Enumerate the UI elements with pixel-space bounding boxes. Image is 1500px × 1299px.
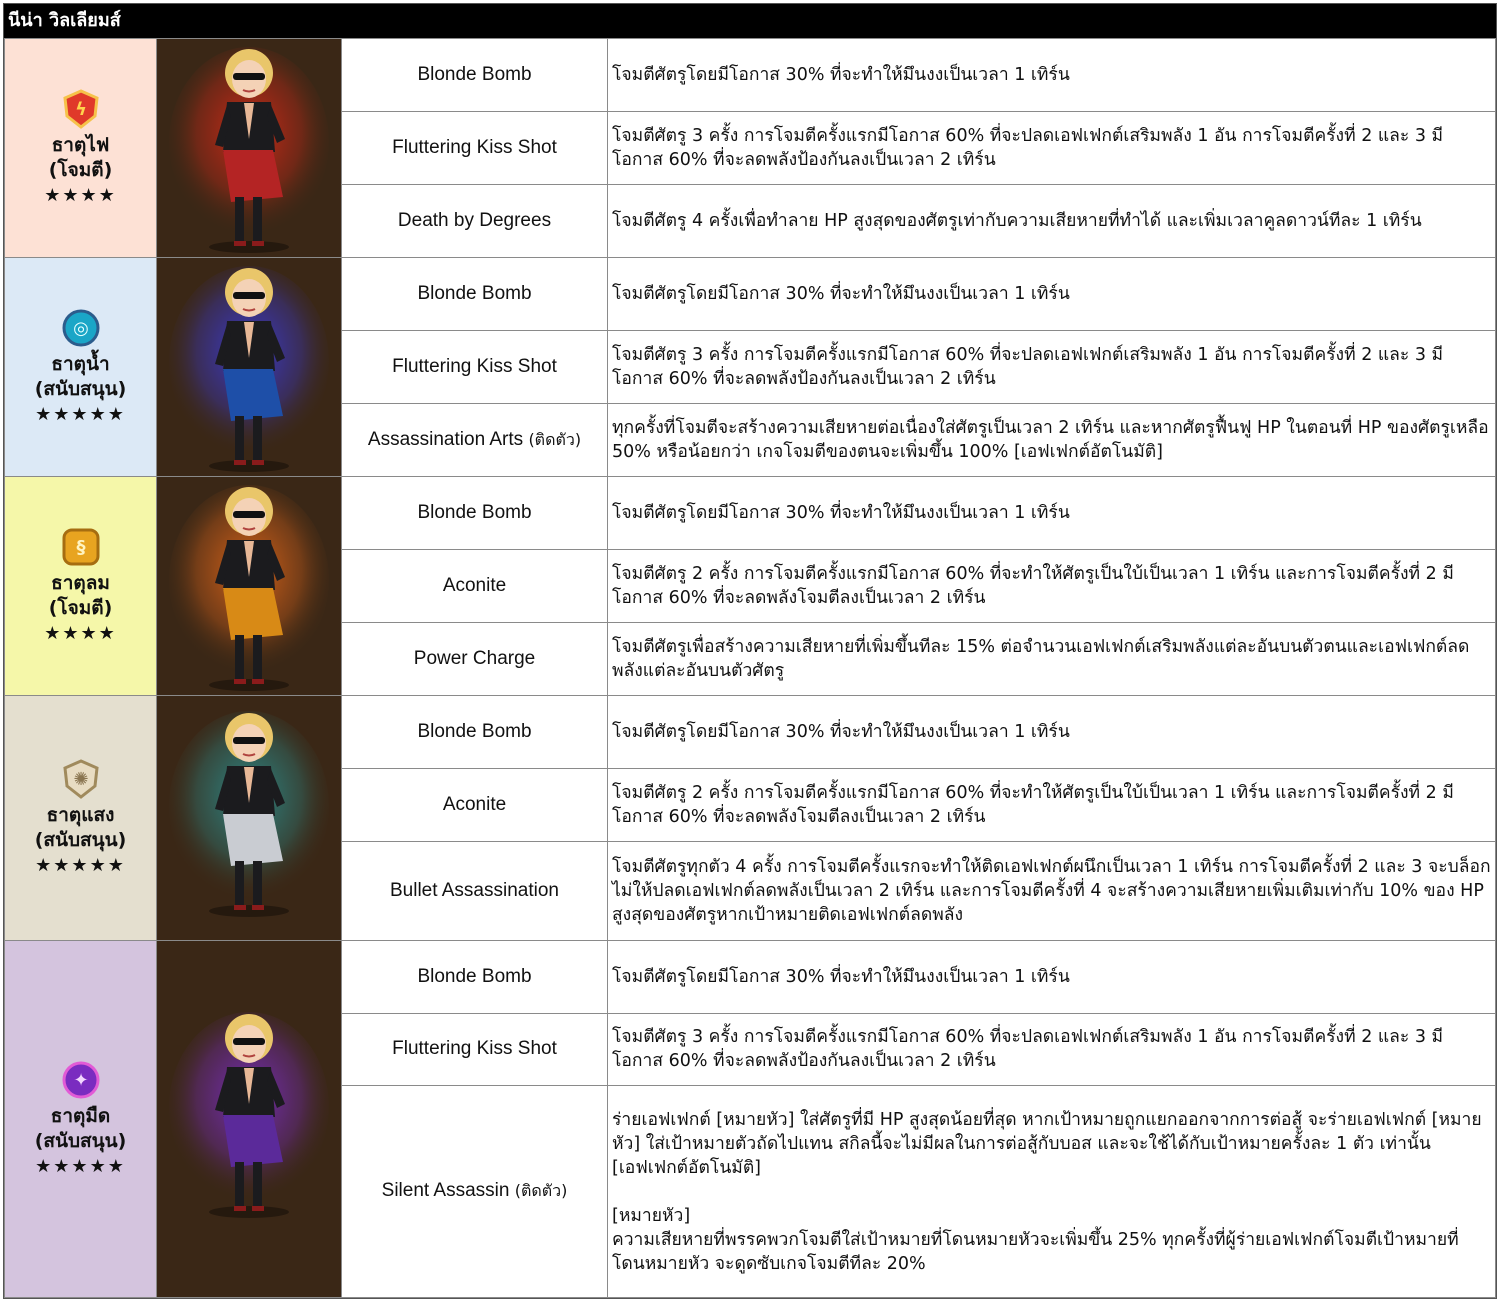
skill-name-cell <box>342 477 608 550</box>
skill-name: Bullet Assassination <box>390 879 559 901</box>
svg-text:ϟ: ϟ <box>74 98 87 120</box>
skill-description: โจมตีศัตรูโดยมีโอกาส 30% ที่จะทำให้มึนงงเป็นเวลา 1 เทิร์น <box>608 477 1496 550</box>
element-role: (สนับสนุน) <box>34 828 127 851</box>
skill-name-cell <box>342 941 608 1014</box>
skill-name: Aconite <box>442 575 507 596</box>
skill-name-cell <box>342 1013 608 1086</box>
passive-tag: (ติดตัว) <box>514 1181 568 1201</box>
skill-name: Fluttering Kiss Shot <box>392 137 557 158</box>
star-rating: ★★★★ <box>44 184 117 206</box>
element-cell <box>5 258 157 477</box>
skill-description: โจมตีศัตรู 4 ครั้งเพื่อทำลาย HP สูงสุดของศัตรูเท่ากับความเสียหายที่ทำได้ และเพิ่มเวลาคูลดาวน์ทีละ 1 เทิร์น <box>608 185 1496 258</box>
skill-name-cell <box>342 696 608 769</box>
skill-name: Silent Assassin <box>381 1180 510 1202</box>
skill-name: Power Charge <box>413 648 536 669</box>
skill-name: Death by Degrees <box>397 210 552 231</box>
water-element-icon <box>5 308 156 348</box>
skill-name: Assassination Arts <box>367 428 524 450</box>
character-portrait <box>157 696 342 941</box>
skill-table-panel <box>3 3 1497 1299</box>
skill-name-cell <box>342 39 608 112</box>
fire-element-icon <box>5 89 156 129</box>
character-portrait <box>157 39 342 258</box>
skill-name: Blonde Bomb <box>417 283 532 304</box>
element-role: (สนับสนุน) <box>34 377 127 400</box>
skill-name-cell <box>342 623 608 696</box>
light-element-icon <box>5 759 156 799</box>
svg-text:§: § <box>76 536 85 558</box>
page-title: นีน่า วิลเลียมส์ <box>4 4 1496 38</box>
element-name: ธาตุลม <box>51 571 110 594</box>
skill-name: Fluttering Kiss Shot <box>392 356 557 377</box>
skill-description: โจมตีศัตรูทุกตัว 4 ครั้ง การโจมตีครั้งแรกจะทำให้ติดเอฟเฟกต์ผนึกเป็นเวลา 1 เทิร์น การโจมตีครั้งที่ 2 และ 3 จะบล็อกไม่ให้ปลดเอฟเฟกต์ลดพลังเป็นเวลา 2 เทิร์น และการโจมตีครั้งที่ 4 จะสร้างความเสียหายเพิ่มเติมเท่ากับ 10% ของ HP สูงสุดของศัตรูหากเป้าหมายติดเอฟเฟกต์ลดพลัง <box>608 841 1496 940</box>
skill-row <box>5 941 1496 1014</box>
svg-text:✺: ✺ <box>72 768 89 790</box>
character-portrait <box>157 258 342 477</box>
element-name: ธาตุแสง <box>46 803 115 826</box>
character-portrait <box>157 477 342 696</box>
passive-tag: (ติดตัว) <box>528 429 582 449</box>
skill-description: โจมตีศัตรู 2 ครั้ง การโจมตีครั้งแรกมีโอกาส 60% ที่จะทำให้ศัตรูเป็นใบ้เป็นเวลา 1 เทิร์น และการโจมตีครั้งที่ 2 มีโอกาส 60% ที่จะลดพลังโจมตีลงเป็นเวลา 2 เทิร์น <box>608 768 1496 841</box>
skill-description: ร่ายเอฟเฟกต์ [หมายหัว] ใส่ศัตรูที่มี HP สูงสุดน้อยที่สุด หากเป้าหมายถูกแยกออกจากการต่อสู้ จะร่ายเอฟเฟกต์ [หมายหัว] ใส่เป้าหมายตัวถัดไปแทน สกิลนี้จะไม่มีผลในการต่อสู้กับบอส และจะใช้ได้กับเป้าหมายครั้งละ 1 ตัว เท่านั้น [เอฟเฟกต์อัตโนมัติ] [หมายหัว] ความเสียหายที่พรรคพวกโจมตีใส่เป้าหมายที่โดนหมายหัวจะเพิ่มขึ้น 25% ทุกครั้งที่ผู้ร่ายเอฟเฟกต์โจมตีเป้าหมายที่โดนหมายหัว จะดูดซับเกจโจมตีทีละ 20% <box>608 1086 1496 1298</box>
skill-row <box>5 258 1496 331</box>
skill-row <box>5 477 1496 550</box>
element-name: ธาตุมืด <box>50 1104 111 1127</box>
skill-name-cell <box>342 331 608 404</box>
skill-description: โจมตีศัตรูเพื่อสร้างความเสียหายที่เพิ่มขึ้นทีละ 15% ต่อจำนวนเอฟเฟกต์เสริมพลังแต่ละอันบนตัวตนและเอฟเฟกต์ลดพลังแต่ละอันบนตัวศัตรู <box>608 623 1496 696</box>
skill-name: Blonde Bomb <box>417 64 532 85</box>
star-rating: ★★★★★ <box>35 1155 126 1177</box>
skill-name-cell <box>342 258 608 331</box>
skill-description: โจมตีศัตรู 3 ครั้ง การโจมตีครั้งแรกมีโอกาส 60% ที่จะปลดเอฟเฟกต์เสริมพลัง 1 อัน การโจมตีครั้งที่ 2 และ 3 มีโอกาส 60% ที่จะลดพลังป้องกันลงเป็นเวลา 2 เทิร์น <box>608 1013 1496 1086</box>
skill-name: Blonde Bomb <box>417 965 532 987</box>
skill-description: โจมตีศัตรู 3 ครั้ง การโจมตีครั้งแรกมีโอกาส 60% ที่จะปลดเอฟเฟกต์เสริมพลัง 1 อัน การโจมตีครั้งที่ 2 และ 3 มีโอกาส 60% ที่จะลดพลังป้องกันลงเป็นเวลา 2 เทิร์น <box>608 331 1496 404</box>
element-role: (โจมตี) <box>48 158 113 181</box>
skill-name-cell <box>342 550 608 623</box>
skill-name-cell <box>342 112 608 185</box>
skill-description: โจมตีศัตรู 3 ครั้ง การโจมตีครั้งแรกมีโอกาส 60% ที่จะปลดเอฟเฟกต์เสริมพลัง 1 อัน การโจมตีครั้งที่ 2 และ 3 มีโอกาส 60% ที่จะลดพลังป้องกันลงเป็นเวลา 2 เทิร์น <box>608 112 1496 185</box>
skill-name-cell <box>342 404 608 477</box>
skills-table <box>4 38 1496 1298</box>
skill-row <box>5 39 1496 112</box>
star-rating: ★★★★★ <box>35 854 126 876</box>
skill-description: โจมตีศัตรู 2 ครั้ง การโจมตีครั้งแรกมีโอกาส 60% ที่จะทำให้ศัตรูเป็นใบ้เป็นเวลา 1 เทิร์น และการโจมตีครั้งที่ 2 มีโอกาส 60% ที่จะลดพลังโจมตีลงเป็นเวลา 2 เทิร์น <box>608 550 1496 623</box>
element-role: (สนับสนุน) <box>34 1129 127 1152</box>
wind-element-icon <box>5 527 156 567</box>
skill-name-cell <box>342 185 608 258</box>
skill-name: Aconite <box>442 793 507 815</box>
skill-name-cell <box>342 841 608 940</box>
character-portrait <box>157 941 342 1298</box>
skill-name-cell <box>342 768 608 841</box>
skill-description: โจมตีศัตรูโดยมีโอกาส 30% ที่จะทำให้มึนงงเป็นเวลา 1 เทิร์น <box>608 696 1496 769</box>
element-role: (โจมตี) <box>48 596 113 619</box>
svg-text:✦: ✦ <box>72 1069 89 1091</box>
skill-row <box>5 696 1496 769</box>
element-name: ธาตุไฟ <box>51 133 110 156</box>
element-name: ธาตุน้ำ <box>51 352 110 375</box>
skill-description: ทุกครั้งที่โจมตีจะสร้างความเสียหายต่อเนื่องใส่ศัตรูเป็นเวลา 2 เทิร์น และหากศัตรูฟื้นฟู HP ในตอนที่ HP ของศัตรูเหลือ 50% หรือน้อยกว่า เกจโจมตีของตนจะเพิ่มขึ้น 100% [เอฟเฟกต์อัตโนมัติ] <box>608 404 1496 477</box>
svg-text:◎: ◎ <box>72 317 89 339</box>
star-rating: ★★★★★ <box>35 403 126 425</box>
element-cell <box>5 39 157 258</box>
element-cell <box>5 941 157 1298</box>
skill-name: Blonde Bomb <box>417 720 532 742</box>
skill-name-cell <box>342 1086 608 1298</box>
skill-description: โจมตีศัตรูโดยมีโอกาส 30% ที่จะทำให้มึนงงเป็นเวลา 1 เทิร์น <box>608 941 1496 1014</box>
skill-name: Fluttering Kiss Shot <box>392 1038 557 1060</box>
element-cell <box>5 696 157 941</box>
skill-name: Blonde Bomb <box>417 502 532 523</box>
skill-description: โจมตีศัตรูโดยมีโอกาส 30% ที่จะทำให้มึนงงเป็นเวลา 1 เทิร์น <box>608 258 1496 331</box>
star-rating: ★★★★ <box>44 622 117 644</box>
dark-element-icon <box>5 1060 156 1100</box>
element-cell <box>5 477 157 696</box>
skill-description: โจมตีศัตรูโดยมีโอกาส 30% ที่จะทำให้มึนงงเป็นเวลา 1 เทิร์น <box>608 39 1496 112</box>
